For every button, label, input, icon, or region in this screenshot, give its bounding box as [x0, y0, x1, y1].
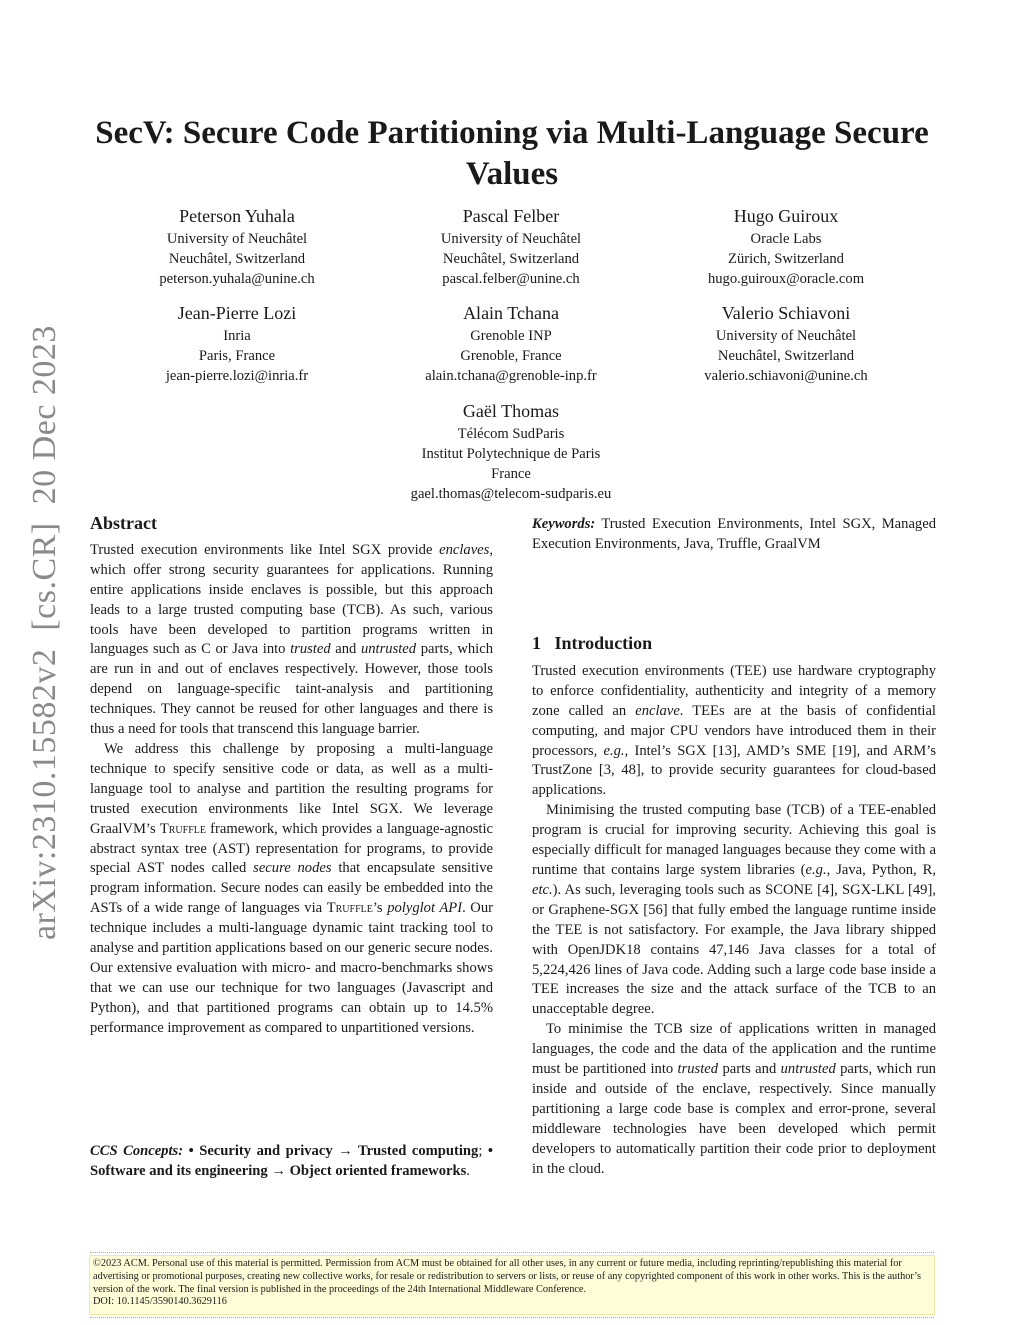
author-affiliation: Télécom SudParis [457, 426, 565, 442]
paper-title: SecV: Secure Code Partitioning via Multi-Language Secure Values [95, 115, 929, 192]
abstract-paragraph-1: Trusted execution environments like Intel SGX provide enclaves, which offer strong security guarantees for applications. Running entire applications inside enclaves is possible, but this approach leads to a large trusted computing base (TCB). As such, various tools have been developed to partition programs written in languages such as C or Java into trusted and untrusted parts, which are run in and out of enclaves respectively. However, those tools depend on language-specific taint-analysis and partitioning techniques. They cannot be reused for other languages and there is thus a need for tools that transcend this language barrier. [90, 541, 494, 738]
author-block [371, 205, 651, 289]
author-email[interactable]: gael.thomas@telecom-sudparis.eu [410, 486, 612, 502]
author-email[interactable]: hugo.guiroux@oracle.com [707, 271, 865, 287]
keywords-label: Keywords: [532, 516, 596, 532]
intro-paragraph-3: To minimise the TCB size of applications written in managed languages, the code and the data of the application and the runtime must be partitioned into trusted parts and untrusted parts, which run inside and outside of the enclave, respectively. Since manually partitioning a large code base is complex and error-prone, several middleware technologies have been developed which permit developers to automatically partition their code prior to deployment in the cloud. [532, 1021, 936, 1177]
author-name: Pascal Felber [462, 206, 560, 226]
author-email[interactable]: pascal.felber@unine.ch [442, 271, 580, 287]
author-location: France [491, 466, 531, 482]
author-block [97, 302, 377, 386]
arxiv-id[interactable]: arXiv:2310.15582v2 [26, 648, 63, 940]
doi[interactable]: DOI: 10.1145/3590140.3629116 [93, 1296, 227, 1308]
author-block [97, 205, 377, 289]
author-affiliation: Inria [223, 328, 251, 344]
author-affiliation: University of Neuchâtel [715, 328, 857, 344]
abstract-heading: Abstract [90, 513, 157, 533]
intro-paragraph-2: Minimising the trusted computing base (TCB) of a TEE-enabled program is crucial for improving security. Achieving this goal is especially difficult for managed languages because they come with a runtime that contains large system libraries (e.g., Java, Python, R, etc.). As such, leveraging tools such as SCONE [4], SGX-LKL [49], or Graphene-SGX [56] that fully embed the language runtime inside the TEE is not satisfactory. For example, the Java library shipped with OpenJDK18 contains 47,146 Java classes for a total of 5,224,426 lines of Java code. Adding such a large code base inside a TEE increases the size and the attack surface of the TCB to an unacceptable degree. [532, 802, 936, 1018]
introduction-section [532, 634, 936, 1179]
author-location: Neuchâtel, Switzerland [717, 348, 855, 364]
ccs-concept[interactable]: • Software and its engineering → Object oriented frameworks [90, 1143, 494, 1179]
ccs-concept[interactable]: • Security and privacy → Trusted computing [188, 1143, 479, 1159]
author-block [371, 302, 651, 386]
author-location: Zürich, Switzerland [728, 251, 844, 267]
keywords [532, 515, 936, 555]
author-affiliation: Grenoble INP [470, 328, 552, 344]
author-name: Jean-Pierre Lozi [177, 303, 297, 323]
author-affiliation-2: Institut Polytechnique de Paris [421, 446, 601, 462]
introduction-heading: 1 Introduction [532, 633, 653, 653]
author-affiliation: University of Neuchâtel [166, 231, 308, 247]
author-name: Alain Tchana [463, 303, 559, 323]
author-location: Neuchâtel, Switzerland [442, 251, 580, 267]
arxiv-category: [cs.CR] [26, 522, 63, 631]
author-location: Neuchâtel, Switzerland [168, 251, 306, 267]
author-location: Paris, France [198, 348, 276, 364]
author-block [646, 302, 926, 386]
arxiv-stamp [26, 325, 66, 940]
author-location: Grenoble, France [460, 348, 562, 364]
arxiv-date: 20 Dec 2023 [26, 325, 63, 505]
copyright-notice [89, 1255, 935, 1315]
author-email[interactable]: alain.tchana@grenoble-inp.fr [425, 368, 597, 384]
author-block [371, 400, 651, 504]
ccs-label: CCS Concepts: [90, 1143, 184, 1159]
author-name: Valerio Schiavoni [721, 303, 851, 323]
abstract-section [90, 514, 493, 1039]
author-name: Peterson Yuhala [179, 206, 295, 226]
keywords-text: Trusted Execution Environments, Intel SGX, Managed Execution Environments, Java, Truffle, GraalVM [532, 516, 936, 552]
author-affiliation: University of Neuchâtel [440, 231, 582, 247]
intro-paragraph-1: Trusted execution environments (TEE) use hardware cryptography to enforce confidentiality, authenticity and integrity of a memory zone called an enclave. TEEs are at the basis of confidential computing, and major CPU vendors have introduced them in their processors, e.g., Intel’s SGX [13], AMD’s SME [19], and ARM’s TrustZone [3, 48], to provide security guarantees for cloud-based applications. [532, 662, 936, 799]
author-affiliation: Oracle Labs [750, 231, 822, 247]
ccs-concepts: CCS Concepts: • Security and privacy → Trusted computing; • Software and its engineering → Object oriented frameworks. [90, 1143, 494, 1179]
author-email[interactable]: valerio.schiavoni@unine.ch [704, 368, 868, 384]
copyright-text: ©2023 ACM. Personal use of this material is permitted. Permission from ACM must be obtained for all other uses, in any current or future media, including reprinting/republishing this material for advertising or promotional purposes, creating new collective works, for resale or redistribution to servers or lists, or reuse of any copyrighted component of this work in other works. This is the author’s version of the work. The final version is published in the proceedings of the 24th International Middleware Conference. [93, 1258, 922, 1295]
author-name: Gaël Thomas [462, 401, 560, 421]
author-name: Hugo Guiroux [733, 206, 839, 226]
author-block [646, 205, 926, 289]
author-email[interactable]: peterson.yuhala@unine.ch [159, 271, 315, 287]
abstract-paragraph-2: We address this challenge by proposing a multi-language technique to specify sensitive code or data, as well as a multi-language tool to analyse and partition the resulting programs for trusted execution environments like Intel SGX. We leverage GraalVM’s Truffle framework, which provides a language-agnostic abstract syntax tree (AST) representation for programs, to provide special AST nodes called secure nodes that encapsulate sensitive program information. Secure nodes can easily be embedded into the ASTs of a wide range of languages via Truffle’s polyglot API. Our technique includes a multi-language dynamic taint tracking tool to analyse and partition applications based on our generic secure nodes. Our extensive evaluation with micro- and macro-benchmarks shows that we can use our technique for two languages (Javascript and Python), and that partitioned programs can obtain up to 14.5% performance improvement as compared to unpartitioned versions. [90, 740, 494, 1036]
author-email[interactable]: jean-pierre.lozi@inria.fr [165, 368, 309, 384]
